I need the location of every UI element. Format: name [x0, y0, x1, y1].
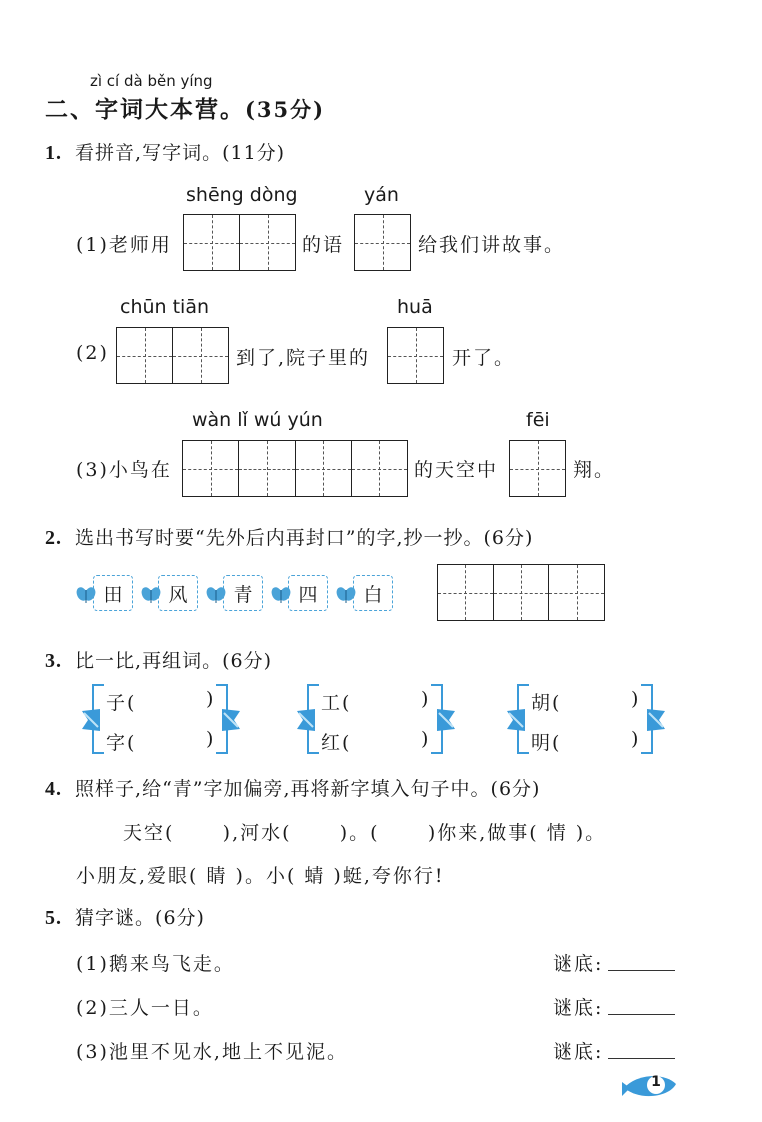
question-3-number: 3.	[45, 650, 62, 672]
q1-row2-pinyin-b: huā	[397, 296, 433, 318]
q1-row2-mid: 到了,院子里的	[236, 347, 371, 369]
riddle-2: (2)三人一日。	[76, 997, 214, 1019]
page-number: 1	[651, 1074, 661, 1090]
q1-row2-answer-grid-b[interactable]	[387, 327, 444, 384]
char-option-4[interactable]	[271, 575, 328, 611]
q2-copy-grid[interactable]	[437, 564, 605, 621]
q1-row2-tail: 开了。	[452, 347, 516, 369]
question-1-text: 看拼音,写字词。(11分)	[75, 142, 286, 164]
char-option-5[interactable]	[336, 575, 393, 611]
char-option-label: 白	[353, 575, 393, 611]
section-title	[45, 91, 325, 124]
q1-row2-pinyin-a: chūn tiān	[120, 296, 210, 318]
q1-row1-answer-grid-a[interactable]	[183, 214, 296, 271]
question-1-number: 1.	[45, 142, 62, 164]
word-pair-1	[82, 684, 240, 754]
q1-row2-label: (2)	[76, 342, 109, 364]
section-score: (35分)	[245, 97, 326, 122]
question-2-title	[45, 523, 533, 550]
ribbon-icon	[437, 709, 455, 731]
word-pair-a[interactable]: 工(	[321, 692, 352, 714]
char-option-label: 四	[288, 575, 328, 611]
q1-row3-pinyin-a: wàn lǐ wú yún	[192, 409, 323, 431]
word-pair-b[interactable]: 明(	[531, 732, 562, 754]
riddle-3: (3)池里不见水,地上不见泥。	[76, 1041, 348, 1063]
word-pair-2	[297, 684, 455, 754]
char-option-label: 青	[223, 575, 263, 611]
ribbon-icon	[647, 709, 665, 731]
riddle-1-answer-blank[interactable]	[608, 970, 675, 971]
word-pair-a[interactable]: 胡(	[531, 692, 562, 714]
char-option-3[interactable]	[206, 575, 263, 611]
question-3-text: 比一比,再组词。(6分)	[75, 650, 273, 672]
paren-close: )	[421, 688, 431, 710]
q4-sentence-line-1[interactable]: 天空( ),河水( )。( )你来,做事( 情 )。	[123, 822, 607, 844]
question-5-title	[45, 903, 205, 930]
paren-close: )	[631, 728, 641, 750]
ribbon-icon	[222, 709, 240, 731]
section-title-pinyin: zì cí dà běn yíng	[90, 72, 213, 90]
q1-row1-answer-grid-b[interactable]	[354, 214, 411, 271]
question-2-text: 选出书写时要“先外后内再封口”的字,抄一抄。(6分)	[75, 527, 534, 549]
char-option-label: 风	[158, 575, 198, 611]
char-option-label: 田	[93, 575, 133, 611]
question-4-number: 4.	[45, 778, 62, 800]
paren-close: )	[631, 688, 641, 710]
q1-row1-pinyin-b: yán	[364, 184, 399, 206]
q1-row2-answer-grid-a[interactable]	[116, 327, 229, 384]
q1-row1-pinyin-a: shēng dòng	[186, 184, 298, 206]
paren-close: )	[206, 728, 216, 750]
ribbon-icon	[82, 709, 100, 731]
q1-row1-mid: 的语	[302, 234, 345, 256]
riddle-1-answer-label: 谜底:	[553, 953, 604, 975]
ribbon-icon	[507, 709, 525, 731]
q4-sentence-line-2[interactable]: 小朋友,爱眼( 睛 )。小( 蜻 )蜓,夸你行!	[76, 865, 445, 887]
ribbon-icon	[297, 709, 315, 731]
page-number-badge	[620, 1070, 680, 1104]
paren-close: )	[421, 728, 431, 750]
q1-row1-label: (1)老师用	[76, 234, 172, 256]
riddle-1: (1)鹅来鸟飞走。	[76, 953, 235, 975]
question-5-text: 猜字谜。(6分)	[75, 907, 205, 929]
question-2-number: 2.	[45, 527, 62, 549]
question-4-title	[45, 774, 540, 801]
q1-row3-tail: 翔。	[573, 459, 616, 481]
q1-row3-answer-grid-b[interactable]	[509, 440, 566, 497]
q1-row3-pinyin-b: fēi	[526, 409, 550, 431]
question-3-title	[45, 646, 272, 673]
word-pair-a[interactable]: 子(	[106, 692, 137, 714]
section-title-text: 二、字词大本营。	[45, 96, 245, 123]
riddle-3-answer-blank[interactable]	[608, 1058, 675, 1059]
word-pair-3	[507, 684, 665, 754]
riddle-2-answer-label: 谜底:	[553, 997, 604, 1019]
riddle-3-answer-label: 谜底:	[553, 1041, 604, 1063]
question-4-text: 照样子,给“青”字加偏旁,再将新字填入句子中。(6分)	[75, 778, 541, 800]
question-1-title	[45, 138, 285, 165]
riddle-2-answer-blank[interactable]	[608, 1014, 675, 1015]
word-pair-b[interactable]: 红(	[321, 732, 352, 754]
q1-row1-tail: 给我们讲故事。	[418, 234, 566, 256]
q1-row3-mid: 的天空中	[414, 459, 499, 481]
char-option-2[interactable]	[141, 575, 198, 611]
word-pair-b[interactable]: 字(	[106, 732, 137, 754]
paren-close: )	[206, 688, 216, 710]
question-5-number: 5.	[45, 907, 62, 929]
q1-row3-label: (3)小鸟在	[76, 459, 172, 481]
q1-row3-answer-grid-a[interactable]	[182, 440, 408, 497]
char-option-1[interactable]	[76, 575, 133, 611]
